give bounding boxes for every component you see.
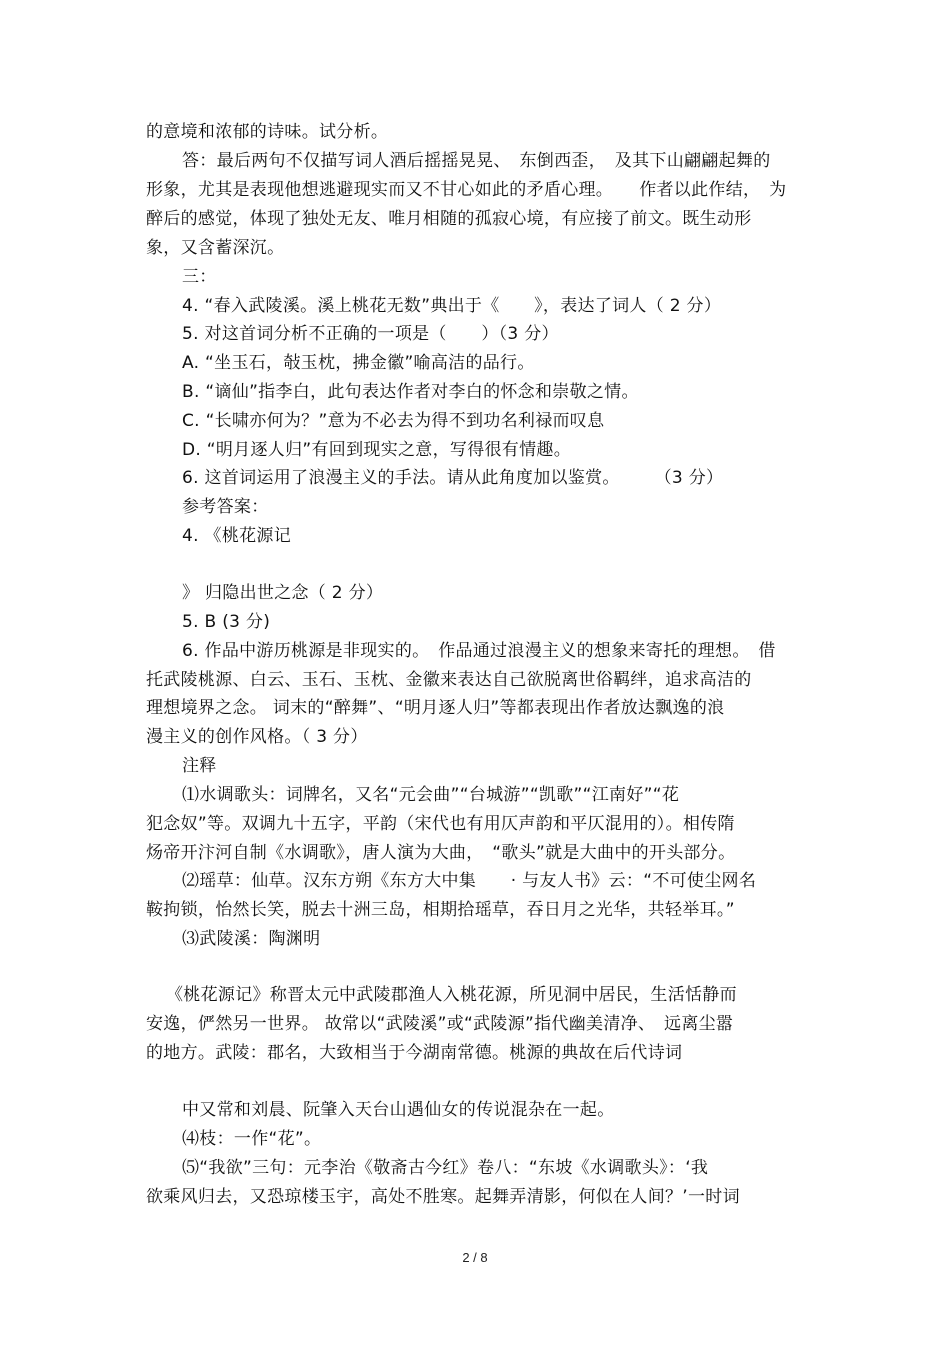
text-line: 安逸，俨然另一世界。 故常以“武陵溪”或“武陵源”指代幽美清净、 远离尘嚣: [146, 1014, 734, 1034]
question-line: 5. 对这首词分析不正确的一项是（ ）（3 分）: [182, 324, 559, 344]
option-line: C. “长啸亦何为？”意为不必去为得不到功名利禄而叹息: [182, 411, 605, 431]
answer-heading: 参考答案：: [182, 497, 269, 517]
answer-line: 5. B (3 分): [182, 612, 271, 632]
note-line: ⑶武陵溪：陶渊明: [182, 929, 321, 949]
option-line: B. “谪仙”指李白，此句表达作者对李白的怀念和崇敬之情。: [182, 382, 639, 402]
question-line: 6. 这首词运用了浪漫主义的手法。请从此角度加以鉴赏。 （3 分）: [182, 468, 724, 488]
answer-line: 6. 作品中游历桃源是非现实的。 作品通过浪漫主义的想象来寄托的理想。 借: [182, 641, 776, 661]
answer-line: 4. 《桃花源记: [182, 526, 292, 546]
option-line: A. “坐玉石，敧玉枕，拂金徽”喻高洁的品行。: [182, 353, 535, 373]
text-line: 炀帝开汴河自制《水调歌》，唐人演为大曲， “歌头”就是大曲中的开头部分。: [146, 843, 736, 863]
text-line: 象，又含蓄深沉。: [146, 238, 285, 258]
text-line: 醉后的感觉，体现了独处无友、唯月相随的孤寂心境，有应接了前文。既生动形: [146, 209, 752, 229]
text-line: 中又常和刘晨、阮肇入天台山遇仙女的传说混杂在一起。: [182, 1100, 615, 1120]
text-line: 理想境界之念。 词末的“醉舞”、“明月逐人归”等都表现出作者放达飘逸的浪: [146, 698, 725, 718]
notes-heading: 注释: [182, 756, 217, 776]
text-line: 《桃花源记》称晋太元中武陵郡渔人入桃花源，所见洞中居民，生活恬静而: [166, 985, 737, 1005]
note-line: ⑸“我欲”三句：元李治《敬斋古今红》卷八：“东坡《水调歌头》：‘我: [182, 1158, 709, 1178]
text-line: 的地方。武陵：郡名，大致相当于今湖南常德。桃源的典故在后代诗词: [146, 1043, 683, 1063]
text-line: 犯念奴”等。双调九十五字，平韵（宋代也有用仄声韵和平仄混用的）。相传隋: [146, 814, 735, 834]
section-heading: 三：: [182, 267, 217, 287]
answer-line: 》 归隐出世之念（ 2 分）: [182, 583, 384, 603]
page-number: 2 / 8: [462, 1250, 488, 1265]
text-line: 形象，尤其是表现他想逃避现实而又不甘心如此的矛盾心理。 作者以此作结， 为: [146, 180, 787, 200]
question-line: 4. “春入武陵溪。溪上桃花无数”典出于《 》，表达了词人（ 2 分）: [182, 296, 722, 316]
text-line: 漫主义的创作风格。（ 3 分）: [146, 727, 368, 747]
text-line: 托武陵桃源、白云、玉石、玉枕、金徽来表达自己欲脱离世俗羁绊，追求高洁的: [146, 670, 752, 690]
text-line: 答：最后两句不仅描写词人酒后摇摇晃晃、 东倒西歪， 及其下山翩翩起舞的: [182, 151, 771, 171]
note-line: ⑷枝：一作“花”。: [182, 1129, 322, 1149]
text-line: 的意境和浓郁的诗味。试分析。: [146, 122, 389, 142]
text-line: 鞍拘锁，怡然长笑，脱去十洲三岛，相期拾瑶草，吞日月之光华，共轻举耳。”: [146, 900, 735, 920]
text-line: 欲乘风归去，又恐琼楼玉宇，高处不胜寒。起舞弄清影，何似在人间？’一时词: [146, 1187, 740, 1207]
note-line: ⑴水调歌头：词牌名，又名“元会曲”“台城游”“凯歌”“江南好”“花: [182, 785, 680, 805]
note-line: ⑵瑶草：仙草。汉东方朔《东方大中集 · 与友人书》云：“不可使尘网名: [182, 871, 757, 891]
option-line: D. “明月逐人归”有回到现实之意，写得很有情趣。: [182, 440, 572, 460]
